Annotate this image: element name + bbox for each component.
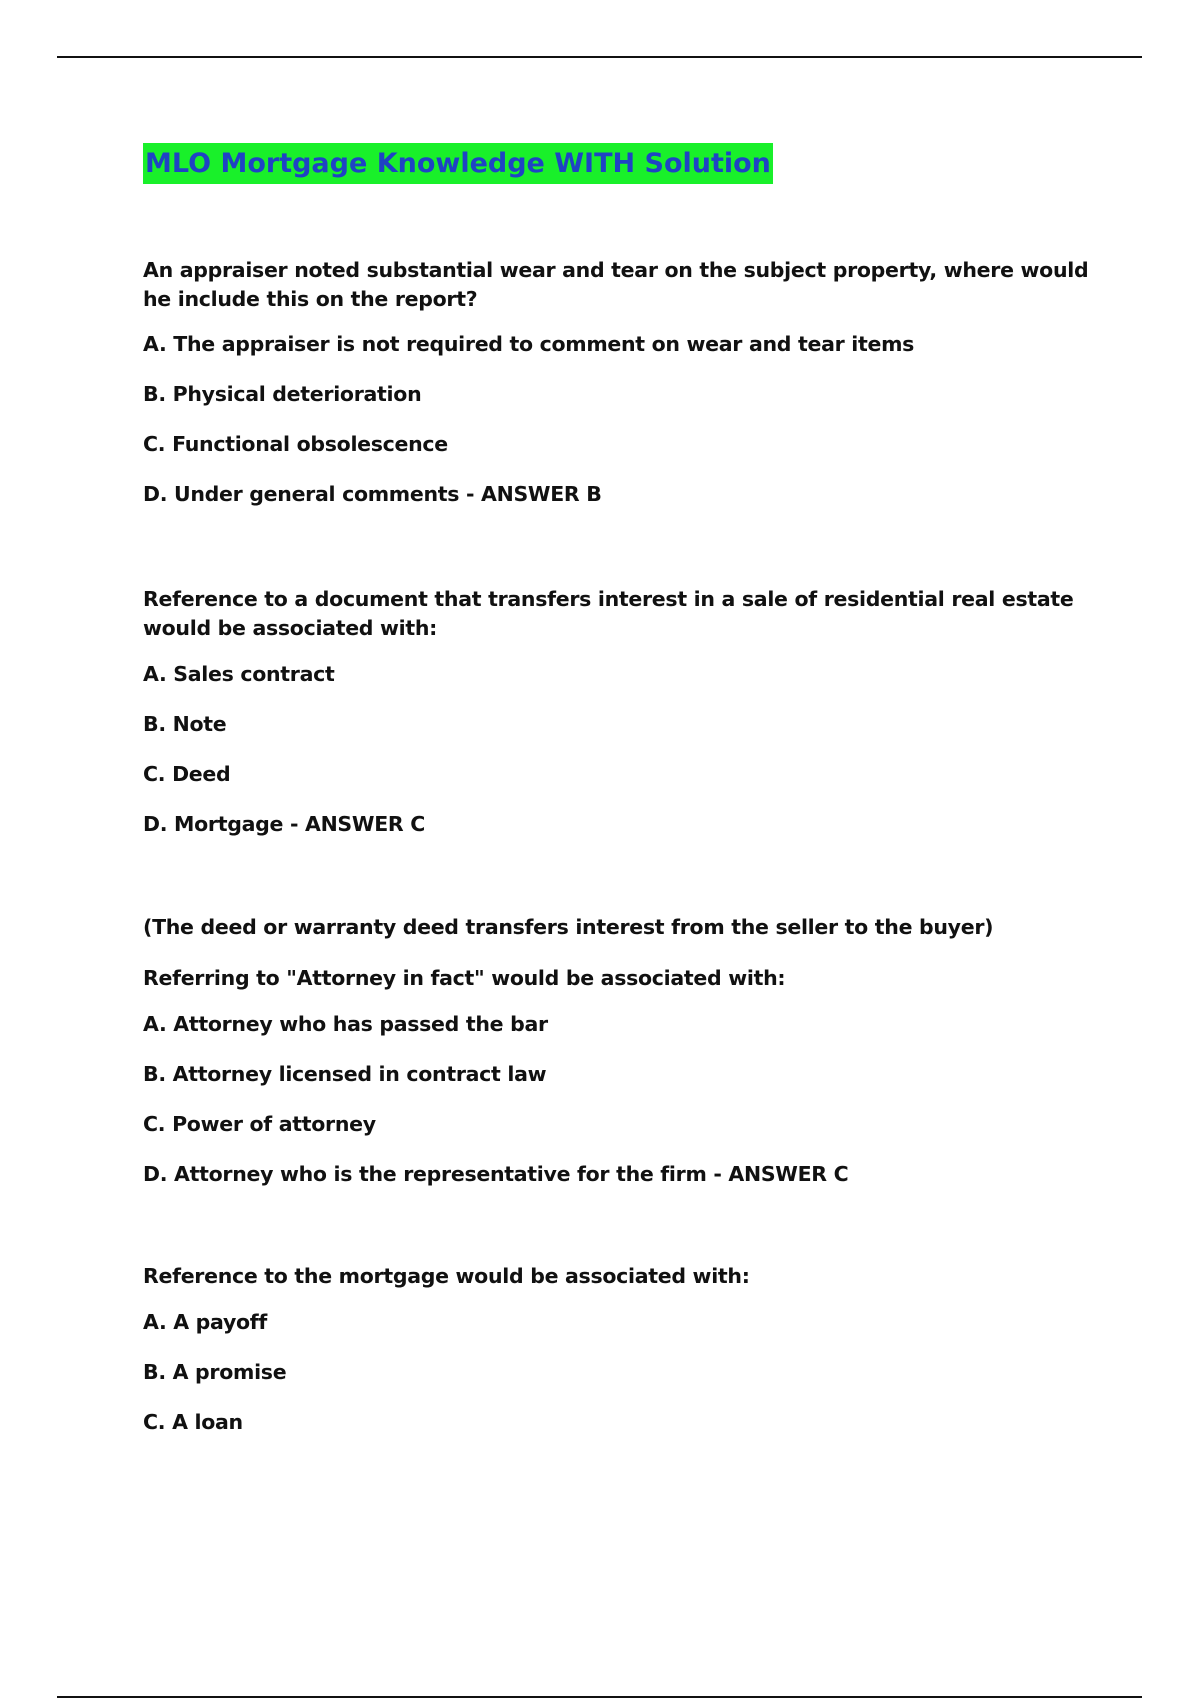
answer-option: C. Deed	[143, 762, 231, 786]
question-block-3	[143, 964, 1103, 1189]
question-block-1	[143, 256, 1103, 509]
question-block-4	[143, 1262, 1103, 1437]
answer-option: C. Functional obsolescence	[143, 432, 448, 456]
question-block-2	[143, 585, 1103, 839]
question-text: Reference to a document that transfers interest in a sale of residential real estate would be associated with:	[143, 587, 1074, 640]
answer-option: C. A loan	[143, 1410, 243, 1434]
bottom-rule	[57, 1696, 1142, 1698]
answer-option: A. A payoff	[143, 1310, 268, 1334]
answer-option: B. A promise	[143, 1360, 287, 1384]
answer-option: D. Mortgage - ANSWER C	[143, 812, 425, 836]
question-text: Reference to the mortgage would be associated with:	[143, 1264, 750, 1288]
answer-option: D. Under general comments - ANSWER B	[143, 482, 602, 506]
page-title: MLO Mortgage Knowledge WITH Solution	[143, 143, 773, 184]
question-text: Referring to "Attorney in fact" would be associated with:	[143, 966, 786, 990]
answer-option: A. The appraiser is not required to comment on wear and tear items	[143, 332, 915, 356]
answer-option: C. Power of attorney	[143, 1112, 376, 1136]
explanation-note: (The deed or warranty deed transfers interest from the seller to the buyer)	[143, 915, 994, 939]
answer-option: B. Attorney licensed in contract law	[143, 1062, 547, 1086]
answer-option: B. Note	[143, 712, 227, 736]
answer-option: A. Sales contract	[143, 662, 335, 686]
top-rule	[57, 56, 1142, 58]
answer-option: D. Attorney who is the representative for the firm - ANSWER C	[143, 1162, 849, 1186]
answer-option: B. Physical deterioration	[143, 382, 422, 406]
answer-option: A. Attorney who has passed the bar	[143, 1012, 548, 1036]
question-text: An appraiser noted substantial wear and tear on the subject property, where would he include this on the report?	[143, 258, 1089, 311]
